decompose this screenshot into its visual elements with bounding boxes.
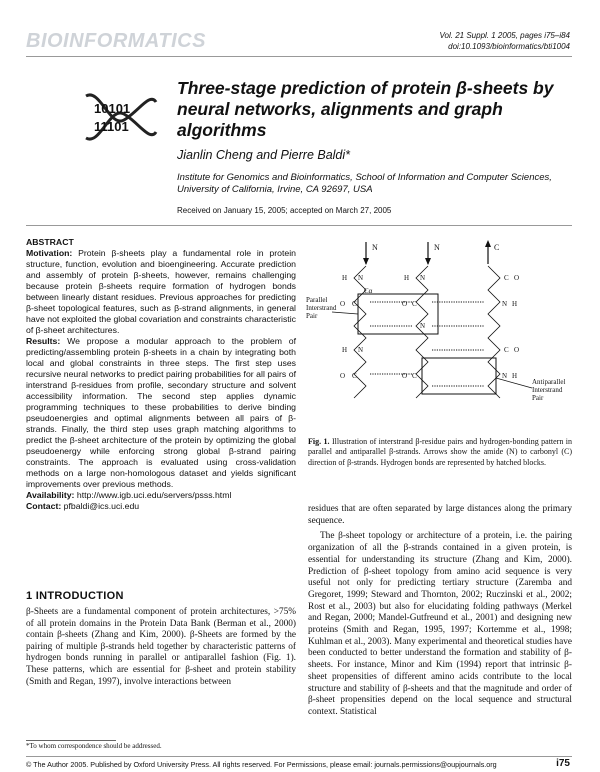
intro-heading: 1 INTRODUCTION [26,590,124,602]
atom-o4: O [402,372,408,380]
right-paragraph-2: The β-sheet topology or architecture of a protein, i.e. the pairing organization of all the β-strands contained in a given protein, is essential for understanding its structure (Zhang and Kim, 2000). Prediction of β-sheet topology from amino acid sequence is very useful not only for predicting tertiary structure (Zaremba and Gregoret, 1999; Steward and Thornton, 2002; Ruczinski et al., 2002; Rost et al., 2003) but also for elucidating folding pathways (Merkel and Regan, 2000; Mandel-Gutfreund et al., 2001) and designing new proteins (Smith and Regan, 1995, 1997; Kortemme et al., 1998; Kuhlman et al., 2003). Many experimental and theoretical studies have been conducted to better understand the formation and stability of β-sheets. For instance, Minor and Kim (1994) report that intrinsic β-sheet propensities of different amino acids contribute to the local structure and stability of β-sheets and that the magnitude and order of β-sheet propensities depend on the local sequence and structural context. Statistical [308,531,572,717]
journal-name: BIOINFORMATICS [26,30,206,52]
arrow-head-3 [485,240,491,247]
atom-c2: C [352,372,357,380]
terminal-n2: N [434,243,440,252]
atom-ca1: Cα [364,287,373,295]
label-anti-3: Pair [532,394,544,402]
footnote-rule [26,740,116,741]
figure-caption [308,437,572,468]
affiliation: Institute for Genomics and Bioinformatics, School of Information and Computer Sciences, University of California, Irvine, CA 92697, USA [177,172,552,195]
figure-beta-sheet [304,238,572,432]
right-column-body [308,504,572,719]
atom-h3: H [404,274,410,282]
footer-rule [26,756,572,757]
contact-email[interactable]: pfbaldi@ics.uci.edu [63,501,140,511]
availability-link[interactable]: http://www.igb.uci.edu/servers/psss.html [76,490,232,500]
caption-label: Fig. 1. [308,437,330,446]
motivation-text: Protein β-sheets play a fundamental role in protein structure, function, evolution and bioengineering. Accurate prediction and assembly of protein β-sheets, however, remains challenging because protein β-sheets require formation of hydrogen bonds between linearly distant residues. Previous approaches for predicting β-sheet topological features, such as β-strand alignments, in general have not exploited the global covariation and constraints characteristic of β-sheet architectures. [26,248,296,335]
atom-c3: C [412,300,417,308]
right-paragraph-1: residues that are often separated by large distances along the primary sequence. [308,504,572,526]
leader-parallel [332,312,358,314]
logo-row1: 10101 [94,101,131,116]
availability-label: Availability: [26,490,75,500]
antiparallel-pair-box [422,358,496,394]
label-parallel-1: Parallel [306,296,328,304]
atom-h1: H [342,274,348,282]
doi[interactable]: doi:10.1093/bioinformatics/bti1004 [448,42,570,51]
results-label: Results: [26,336,61,346]
atom-n5: N [502,300,508,308]
atom-h2: H [342,346,348,354]
abstract-heading: ABSTRACT [26,237,74,247]
label-parallel-3: Pair [306,312,318,320]
atom-o2: O [340,372,346,380]
atom-h6: H [512,372,518,380]
label-anti-2: Interstrand [532,386,563,394]
atom-n3: N [420,274,426,282]
label-anti-1: Antiparallel [532,378,566,386]
backbone-strand-3 [488,266,500,398]
atom-c5: C [504,274,509,282]
page-number: i75 [556,758,570,769]
atom-n6: N [502,372,508,380]
atom-n1: N [358,274,364,282]
footnote: *To whom correspondence should be addressed. [26,742,162,750]
motivation-label: Motivation: [26,248,73,258]
atom-n4: N [420,322,426,330]
parallel-pair-box [358,294,438,334]
atom-c1: C [352,300,357,308]
arrow-head-1 [363,258,369,265]
title-block [177,78,567,215]
atom-o5: O [514,274,520,282]
label-parallel-2: Interstrand [306,304,337,312]
terminal-c: C [494,243,500,252]
volume-line: Vol. 21 Suppl. 1 2005, pages i75–i84 [439,31,570,40]
results-text: We propose a modular approach to the problem of predicting/assembling protein β-sheets in a chain by integrating both local and global constraints in three steps. The first step uses recursive neural networks to predict pairing probabilities for all pairs of interstrand β-residues from profile, secondary structure and solvent accessibility information. The second step applies dynamic programming techniques to these probabilities to derive binding pseudoenergies and optimal alignments between all pairs of β-strands. Finally, the third step uses graph matching algorithms to predict the β-sheet architecture of the protein by optimizing the global pseudoenergy while enforcing strong global β-strand pairing constraints. The approach is evaluated using cross-validation methods on a large non-homologous dataset and yields significant improvements over previous methods. [26,336,296,489]
atom-c4: C [412,372,417,380]
contact-label: Contact: [26,501,62,511]
footer-copyright: © The Author 2005. Published by Oxford University Press. All rights reserved. For Permissions, please email: journals.permissions@oupjournals.org [26,760,497,769]
atom-o6: O [514,346,520,354]
atom-o3: O [402,300,408,308]
section-rule [26,225,572,226]
logo-row2: 11101 [94,119,129,134]
journal-logo [80,88,160,148]
terminal-n1: N [372,243,378,252]
atom-c6: C [504,346,509,354]
intro-body: β-Sheets are a fundamental component of protein architectures, >75% of all protein domains in the Protein Data Bank (Berman et al., 2000) contain β-sheets (Zhang and Kim, 2000). β-Sheets are formed by the pairing of multiple β-strands held together by characteristic patterns of hydrogen bonds running in parallel or antiparallel fashion (Fig. 1). These patterns, which are essential for β-sheet and protein stability (Smith and Regan, 1997), involve interactions between [26,607,296,687]
atom-n2: N [358,346,364,354]
article-title: Three-stage prediction of protein β-sheets by neural networks, alignments and graph algorithms [177,78,554,140]
header-meta [440,30,570,52]
caption-text: Illustration of interstrand β-residue pairs and hydrogen-bonding pattern in parallel and antiparallel β-strands. Arrows show the amide (N) to carbonyl (C) direction of β-strands. Hydrogen bonds are represented by hatched blocks. [308,437,573,467]
abstract [26,237,296,512]
header-rule [26,56,572,57]
atom-h5: H [512,300,518,308]
arrow-head-2 [425,258,431,265]
received-dates: Received on January 15, 2005; accepted on March 27, 2005 [177,206,392,215]
atom-o1: O [340,300,346,308]
authors: Jianlin Cheng and Pierre Baldi* [177,148,351,162]
